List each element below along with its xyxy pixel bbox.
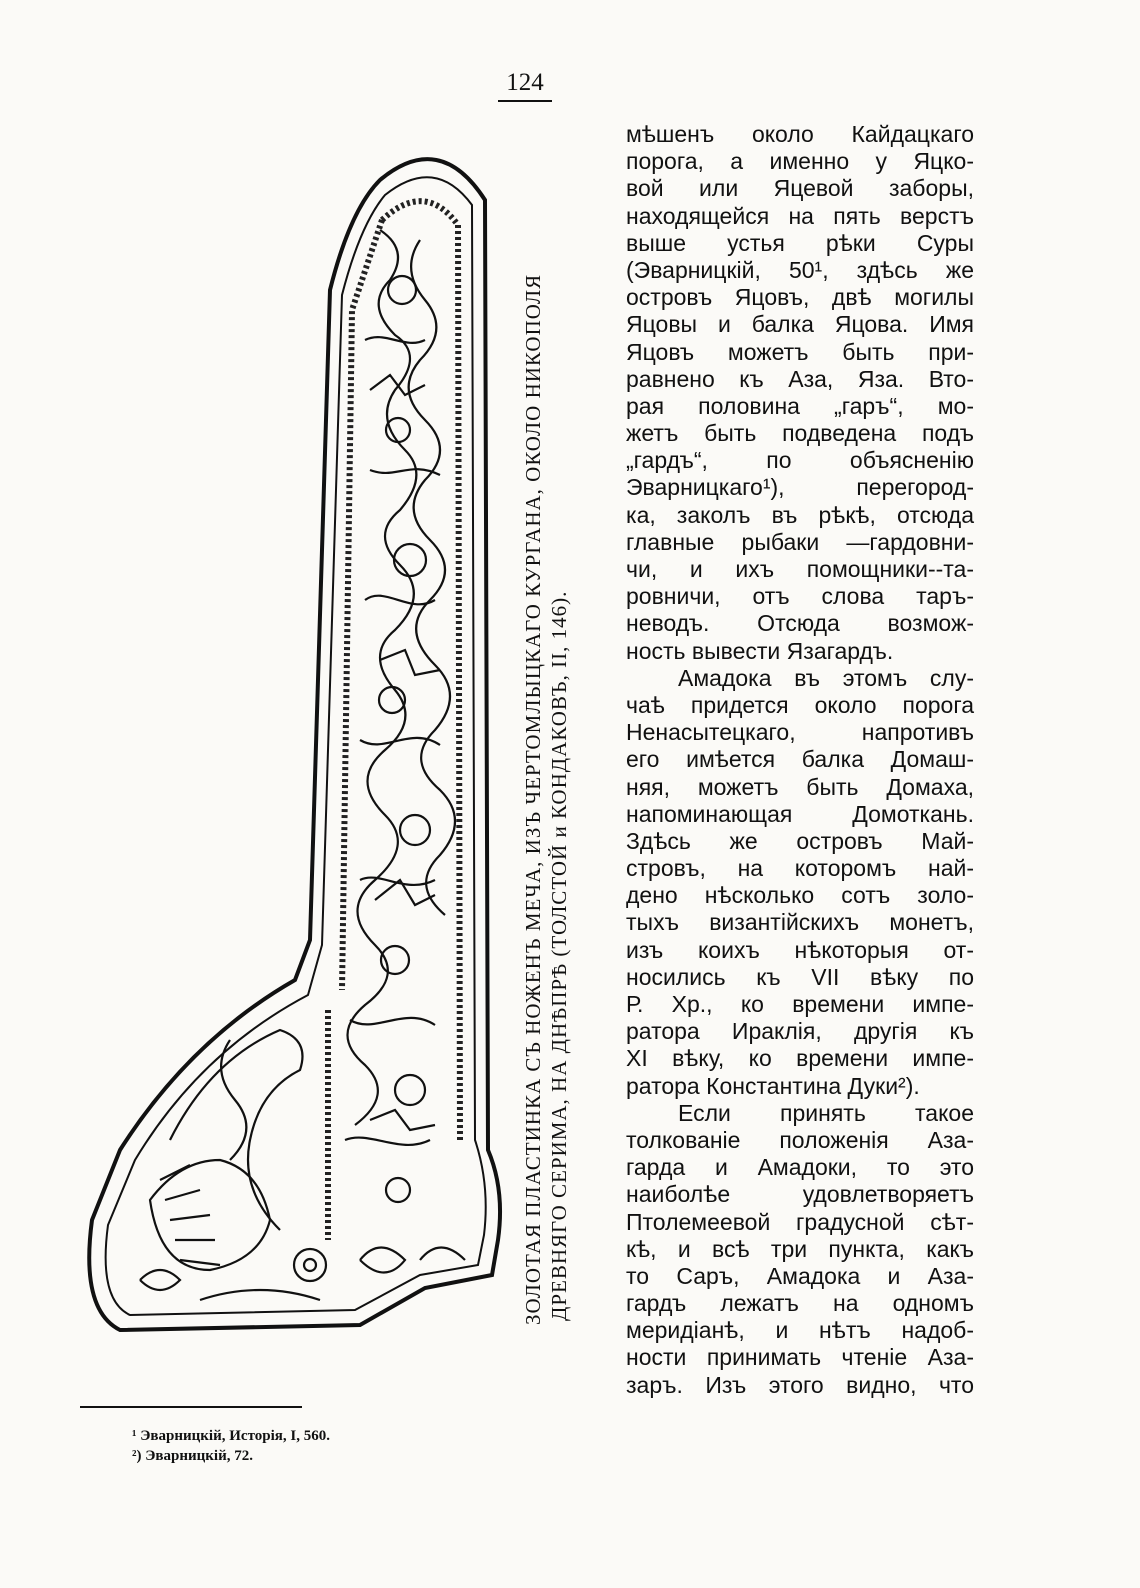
text-line: равнено къ Аза, Яза. Вто- bbox=[626, 365, 974, 392]
text-line: выше устья рѣки Суры bbox=[626, 229, 974, 256]
text-line: тыхъ византійскихъ монетъ, bbox=[626, 909, 974, 936]
caption-line: ДРЕВНЯГО СЕРИМА, НА ДНѢПРѢ (ТОЛСТОЙ и КОНДАКОВЪ, II, 146). bbox=[547, 590, 571, 1321]
text-line: Яцовъ можетъ быть при- bbox=[626, 338, 974, 365]
text-line: няя, можетъ быть Домаха, bbox=[626, 773, 974, 800]
text-line: дено нѣсколько сотъ золо- bbox=[626, 882, 974, 909]
paragraph-start: Если принять такое bbox=[678, 1099, 974, 1126]
text-line: ка, заколъ въ рѣкѣ, отсюда bbox=[626, 501, 974, 528]
text-line: XI вѣку, ко времени импе- bbox=[626, 1045, 974, 1072]
text-line: чи, и ихъ помощники--та- bbox=[626, 556, 974, 582]
text-line: чаѣ придется около порога bbox=[626, 691, 974, 718]
text-line: гардъ лежатъ на одномъ bbox=[626, 1290, 974, 1317]
paragraph-start: Амадока въ этомъ слу- bbox=[678, 664, 974, 691]
footnote-divider bbox=[80, 1406, 302, 1408]
footnote-2: ²) Эварницкій, 72. bbox=[132, 1448, 253, 1464]
text-line: ровничи, отъ слова таръ- bbox=[626, 583, 974, 610]
text-line: толкованіе положенія Аза- bbox=[626, 1126, 974, 1153]
text-line: „гардъ“, по объясненію bbox=[626, 447, 974, 474]
text-line: порога, а именно у Яцко- bbox=[626, 148, 974, 175]
text-line: находящейся на пять верстъ bbox=[626, 202, 974, 229]
text-line: мѣшенъ около Кайдацкаго bbox=[626, 121, 974, 147]
sword-scabbard-engraving bbox=[80, 140, 510, 1355]
page-number: 124 bbox=[498, 68, 552, 102]
text-line: заръ. Изъ этого видно, что bbox=[626, 1371, 974, 1398]
text-line: вой или Яцевой заборы, bbox=[626, 175, 974, 202]
text-line: меридіанѣ, и нѣтъ надоб- bbox=[626, 1317, 974, 1344]
text-line: гарда и Амадоки, то это bbox=[626, 1154, 974, 1181]
text-line: ность вывести Язагардъ. bbox=[626, 637, 894, 664]
text-line: Ненасытецкаго, напротивъ bbox=[626, 719, 974, 746]
text-line: ности принимать чтеніе Аза- bbox=[626, 1344, 974, 1371]
text-line: стровъ, на которомъ най- bbox=[626, 855, 974, 882]
text-line: главные рыбаки —гардовни- bbox=[626, 528, 974, 555]
text-line: рая половина „гаръ“, мо- bbox=[626, 392, 974, 419]
text-line: Эварницкаго¹), перегород- bbox=[626, 474, 974, 501]
text-line: изъ коихъ нѣкоторыя от- bbox=[626, 936, 974, 963]
text-line: ратора Константина Дуки²). bbox=[626, 1072, 920, 1099]
text-line: неводъ. Отсюда возмож- bbox=[626, 610, 974, 637]
text-line: носились къ VII вѣку по bbox=[626, 963, 974, 990]
main-text bbox=[626, 121, 974, 1399]
text-line: ратора Ираклія, другія къ bbox=[626, 1018, 974, 1045]
text-line: Здѣсь же островъ Май- bbox=[626, 827, 974, 854]
footnote-1: ¹ Эварницкій, Исторія, I, 560. bbox=[132, 1428, 330, 1444]
figure-caption bbox=[520, 215, 572, 1325]
text-line: островъ Яцовъ, двѣ могилы bbox=[626, 284, 974, 311]
text-line: наиболѣе удовлетворяетъ bbox=[626, 1181, 974, 1208]
footnotes bbox=[132, 1426, 330, 1466]
text-line: Птолемеевой градусной сѣт- bbox=[626, 1208, 974, 1235]
text-line: его имѣется балка Домаш- bbox=[626, 746, 974, 773]
text-line: жетъ быть подведена подъ bbox=[626, 420, 974, 447]
text-line: кѣ, и всѣ три пункта, какъ bbox=[626, 1235, 974, 1262]
text-line: (Эварницкій, 50¹, здѣсь же bbox=[626, 256, 974, 283]
text-line: Яцовы и балка Яцова. Имя bbox=[626, 311, 974, 338]
caption-line: ЗОЛОТАЯ ПЛАСТИНКА СЪ НОЖЕНЪ МЕЧА, ИЗЪ ЧЕРТОМЛЫЦКАГО КУРГАНА, ОКОЛО НИКОПОЛЯ bbox=[521, 273, 545, 1325]
text-line: напоминающая Домоткань. bbox=[626, 800, 974, 827]
text-line: Р. Хр., ко времени импе- bbox=[626, 991, 974, 1017]
text-line: то Саръ, Амадока и Аза- bbox=[626, 1262, 974, 1289]
